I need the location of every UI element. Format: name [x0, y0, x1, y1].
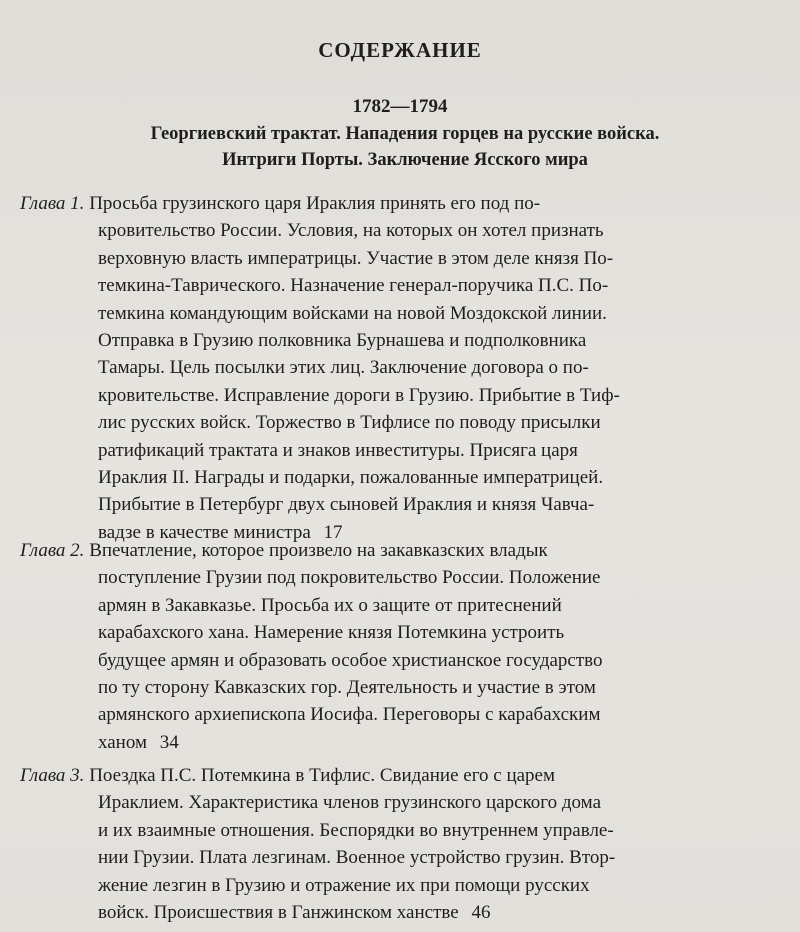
entry-line: по ту сторону Кавказских гор. Деятельность и участие в этом [98, 676, 596, 698]
entry-line: верховную власть императрицы. Участие в этом деле князя По- [98, 247, 614, 269]
entry-text: Просьба грузинского царя Ираклия принять его под по- [89, 193, 541, 214]
entry-line: будущее армян и образовать особое христианское государство [98, 649, 603, 671]
page-number[interactable]: 34 [159, 731, 179, 753]
entry-line: лис русских войск. Торжество в Тифлисе по поводу присылки [98, 412, 601, 434]
entry-text: вадзе в качестве министра [98, 521, 311, 543]
toc-entry-chapter-1[interactable] [20, 190, 780, 546]
toc-entry-chapter-2[interactable] [20, 537, 780, 756]
entry-last-line [20, 729, 780, 756]
entry-line: нии Грузии. Плата лезгинам. Военное устройство грузин. Втор- [98, 847, 616, 869]
toc-title: СОДЕРЖАНИЕ [318, 38, 482, 62]
entry-last-line [20, 899, 780, 926]
section-subtitle [60, 121, 750, 173]
chapter-label: Глава 3. [20, 765, 85, 786]
page-number[interactable]: 17 [323, 521, 343, 543]
entry-line: Тамары. Цель посылки этих лиц. Заключение договора о по- [98, 357, 589, 379]
entry-line [20, 537, 780, 564]
entry-line: карабахского хана. Намерение князя Потемкина устроить [98, 622, 565, 644]
entry-line: ратификаций трактата и знаков инвеституры. Присяга царя [98, 439, 578, 461]
entry-line [20, 762, 780, 789]
entry-line: кровительство России. Условия, на которых он хотел признать [98, 220, 604, 242]
subtitle-line: Интриги Порты. Заключение Ясского мира [222, 150, 588, 170]
entry-line [20, 190, 780, 217]
entry-line: Отправка в Грузию полковника Бурнашева и подполковника [98, 329, 587, 351]
entry-line: кровительстве. Исправление дороги в Грузию. Прибытие в Тиф- [98, 384, 620, 406]
section-period: 1782—1794 [352, 96, 448, 117]
entry-line: темкина-Таврического. Назначение генерал-поручика П.С. По- [98, 275, 609, 297]
entry-line: армянского архиепископа Иосифа. Переговоры с карабахским [98, 704, 601, 726]
subtitle-line: Георгиевский трактат. Нападения горцев на русские войска. [150, 124, 660, 144]
page-number[interactable]: 46 [471, 901, 491, 923]
entry-text: Поездка П.С. Потемкина в Тифлис. Свидание его с царем [89, 765, 556, 786]
entry-line: жение лезгин в Грузию и отражение их при помощи русских [98, 874, 590, 896]
entry-text: войск. Происшествия в Ганжинском ханстве [98, 901, 459, 923]
entry-line: поступление Грузии под покровительство России. Положение [98, 567, 601, 589]
entry-line: темкина командующим войсками на новой Моздокской линии. [98, 302, 607, 324]
entry-text: ханом [98, 731, 148, 753]
entry-text: Впечатление, которое произвело на закавказских владык [89, 540, 548, 561]
entry-line: Ираклием. Характеристика членов грузинского царского дома [98, 792, 602, 814]
entry-line: армян в Закавказье. Просьба их о защите от притеснений [98, 594, 562, 616]
entry-line: Прибытие в Петербург двух сыновей Ираклия и князя Чавча- [98, 494, 595, 516]
toc-entry-chapter-3[interactable] [20, 762, 780, 926]
chapter-label: Глава 1. [20, 193, 85, 214]
entry-line: Ираклия II. Награды и подарки, пожалованные императрицей. [98, 466, 604, 488]
chapter-label: Глава 2. [20, 540, 85, 561]
entry-line: и их взаимные отношения. Беспорядки во внутреннем управле- [98, 819, 614, 841]
